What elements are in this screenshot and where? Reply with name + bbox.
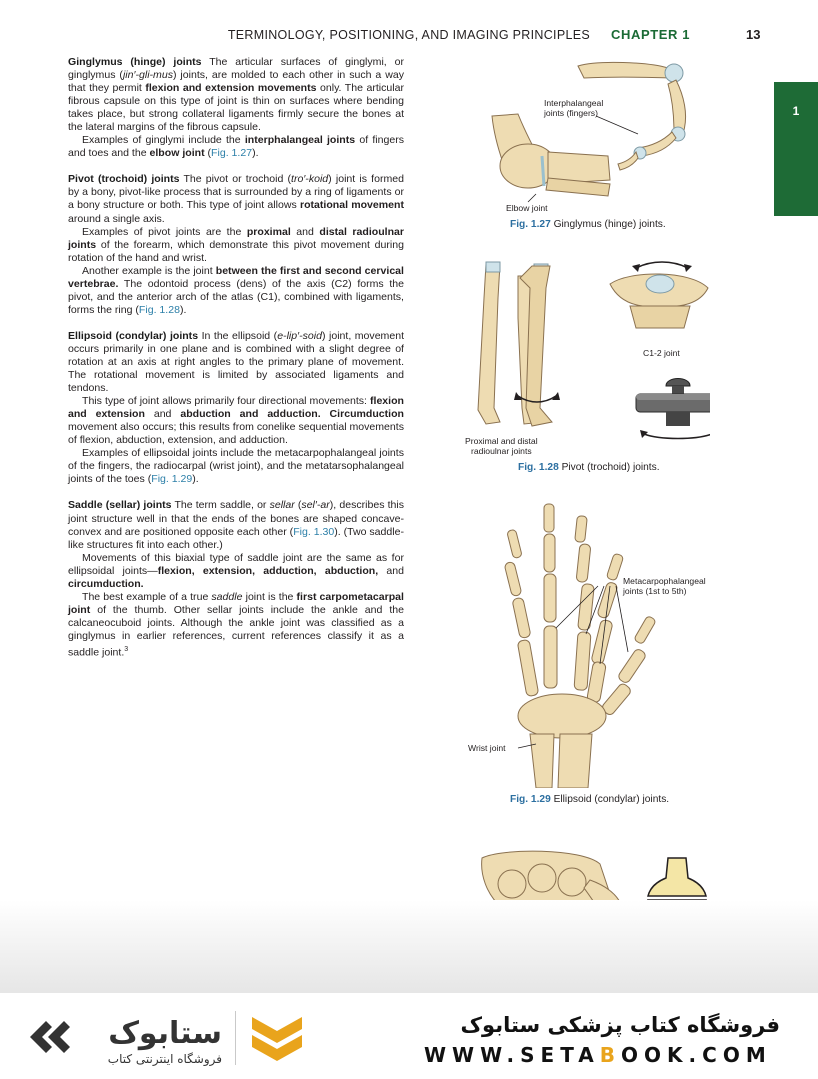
saddle-heading: Saddle (sellar) joints xyxy=(68,499,172,512)
text-run: The articular surfaces of ginglymi, or ginglymus ( xyxy=(68,56,404,82)
text-column xyxy=(68,56,404,660)
text-run: The best example of a true xyxy=(82,590,212,603)
ginglymus-paragraph-1 xyxy=(68,56,404,134)
text-run: This type of joint allows primarily four directional movements: xyxy=(82,395,370,408)
bold-term: elbow joint xyxy=(149,147,205,160)
footer-fade xyxy=(0,900,818,1000)
label-radioulnar-joints: Proximal and distal radioulnar joints xyxy=(465,436,538,457)
text-run: ) joints, are molded to each other in such a way that they permit xyxy=(68,69,404,95)
text-run: ). (Two saddle-like structures fit into each other.) xyxy=(68,525,404,551)
bold-term: first carpometacarpal joint xyxy=(68,590,404,616)
ellipsoid-paragraph-2 xyxy=(68,395,404,447)
hinge-joints-illustration xyxy=(488,56,698,212)
pivot-heading: Pivot (trochoid) joints xyxy=(68,173,180,186)
text-run: ). xyxy=(252,147,259,160)
fig-1-27-number: Fig. 1.27 xyxy=(510,219,551,230)
bold-term: between the first and second cervical vertebrae. xyxy=(68,264,404,290)
text-run: around a single axis. xyxy=(68,212,165,225)
figure-link[interactable]: Fig. 1.27 xyxy=(211,147,253,160)
saddle-paragraph-1 xyxy=(68,499,404,551)
text-run: of fingers and toes and the xyxy=(68,134,404,160)
caption-fig-1-28 xyxy=(518,462,660,473)
setabook-logo xyxy=(22,1007,232,1069)
text-run: joint is the xyxy=(242,590,297,603)
reference-superscript: 3 xyxy=(124,645,129,653)
text-run: ( xyxy=(294,499,302,512)
chapter-tab xyxy=(774,82,818,216)
fig-1-29-number: Fig. 1.29 xyxy=(510,794,551,805)
bold-term: rotational movement xyxy=(299,199,404,212)
running-title: TERMINOLOGY, POSITIONING, AND IMAGING PRINCIPLES xyxy=(227,28,590,42)
italic-term: saddle xyxy=(211,590,243,603)
ellipsoid-heading: Ellipsoid (condylar) joints xyxy=(68,329,199,342)
saddle-paragraph-2 xyxy=(68,552,404,591)
text-run: Examples of ellipsoidal joints include the metacarpophalangeal joints of the fingers, the radiocarpal (wrist joint), and the metatarsophalangeal joints of the toes ( xyxy=(68,447,404,486)
page-header xyxy=(0,26,818,48)
fig-1-28-number: Fig. 1.28 xyxy=(518,462,559,473)
logo-subtitle: فروشگاه اینترنتی کتاب xyxy=(107,1052,222,1066)
text-run: Examples of pivot joints are the xyxy=(82,225,247,238)
text-run: of the forearm, which demonstrate this pivot movement during rotation of the hand and wrist. xyxy=(68,238,404,264)
url-accent: B xyxy=(599,1043,622,1067)
store-footer xyxy=(0,993,818,1079)
store-url[interactable] xyxy=(424,1043,772,1067)
figure-link[interactable]: Fig. 1.30 xyxy=(293,525,335,538)
caption-fig-1-29 xyxy=(510,794,669,805)
italic-term: sellar xyxy=(269,499,295,512)
bold-term: flexion and extension movements xyxy=(145,82,317,95)
text-run: ) joint, movement occurs primarily in one plane and is combined with a slight degree of rotation at an axis at right angles to the primary plane of movement. The rotational movement is limited by associated ligaments and tendons. xyxy=(68,329,405,395)
ginglymus-paragraph-2 xyxy=(68,134,404,160)
url-part-2: OOK.COM xyxy=(621,1043,772,1067)
text-run: ) joint is formed by a bony, pivot-like process that is surrounded by a ring of ligaments or a bony structure or both. This type of joint allows xyxy=(68,173,404,212)
store-name: فروشگاه کتاب پزشکی ستابوک xyxy=(460,1013,780,1037)
pivot-paragraph-3 xyxy=(68,265,404,317)
text-run: ), describes this joint structure well in that the ends of the bones are shaped concave-convex and are positioned opposite each other ( xyxy=(68,499,405,538)
label-metacarpophalangeal: Metacarpophalangeal joints (1st to 5th) xyxy=(623,576,706,597)
bold-term: circumduction. xyxy=(68,577,144,590)
caption-fig-1-27 xyxy=(510,219,666,230)
logo-wordmark: ستابوک xyxy=(108,1016,222,1051)
bold-term: flexion, extension, adduction, abduction, xyxy=(157,564,379,577)
text-run: of the thumb. Other sellar joints include the ankle and the calcaneocuboid joints. Although the ankle joint was classified as a ginglymus in earlier references, current references classify it as a saddle joint. xyxy=(68,603,404,659)
text-run: The term saddle, or xyxy=(171,499,270,512)
chapter-tab-number: 1 xyxy=(792,104,800,118)
bold-term: distal radioulnar joints xyxy=(68,225,404,251)
label-interphalangeal: Interphalangeal joints (fingers) xyxy=(544,98,604,119)
text-run: only. The articular fibrous capsule on this type of joint is thin on surfaces where bending takes place, but strong collateral ligaments firmly secure the bones at the lateral margins of the fibrous capsule. xyxy=(68,82,404,134)
pivot-paragraph-1 xyxy=(68,173,404,225)
url-part-1: WWW.SETA xyxy=(424,1043,600,1067)
bold-term: Circumduction xyxy=(320,408,404,421)
text-run: ( xyxy=(204,147,212,160)
chevron-mark-icon xyxy=(246,1007,308,1069)
figure-link[interactable]: Fig. 1.29 xyxy=(151,473,193,486)
text-run: ). xyxy=(179,303,187,316)
pronunciation: sel′-ar xyxy=(301,499,330,512)
text-run: ). xyxy=(192,473,199,486)
text-run: The pivot or trochoid ( xyxy=(179,173,292,186)
pivot-paragraph-2 xyxy=(68,226,404,265)
pronunciation: tro′-koid xyxy=(291,173,329,186)
text-run: In the ellipsoid ( xyxy=(198,329,278,342)
text-run: and xyxy=(144,408,181,421)
text-run: and xyxy=(378,564,405,577)
bold-term: interphalangeal joints xyxy=(244,134,356,147)
label-elbow-joint: Elbow joint xyxy=(506,203,548,213)
ellipsoid-paragraph-3 xyxy=(68,447,404,486)
text-run: and xyxy=(290,225,320,238)
text-run: The odontoid process (dens) of the axis (C2) forms the pivot, and the anterior arch of the atlas (C1), combined with ligaments, forms the ring ( xyxy=(68,277,404,316)
pronunciation: e-lip′-soid xyxy=(277,329,322,342)
page-number: 13 xyxy=(746,27,761,42)
ginglymus-heading: Ginglymus (hinge) joints xyxy=(68,56,202,68)
text-run: Examples of ginglymi include the xyxy=(82,134,245,147)
fig-1-27-caption: Ginglymus (hinge) joints. xyxy=(553,219,666,230)
bold-term: proximal xyxy=(246,225,291,238)
fig-1-28-caption: Pivot (trochoid) joints. xyxy=(561,462,660,473)
text-run: Movements of this biaxial type of saddle joint are the same as for ellipsoidal joints— xyxy=(68,551,404,577)
fig-1-29-caption: Ellipsoid (condylar) joints. xyxy=(553,794,670,805)
bold-term: flexion and extension xyxy=(68,395,404,421)
chapter-label: CHAPTER 1 xyxy=(611,27,691,42)
ellipsoid-joints-illustration xyxy=(500,502,670,788)
text-run: Another example is the joint xyxy=(82,264,216,277)
label-wrist-joint: Wrist joint xyxy=(468,743,506,753)
pronunciation: jin′-gli-mus xyxy=(122,69,173,82)
ellipsoid-paragraph-1 xyxy=(68,330,404,395)
figure-link[interactable]: Fig. 1.28 xyxy=(138,303,180,316)
bold-term: abduction and adduction. xyxy=(180,408,321,421)
footer-divider xyxy=(235,1011,236,1065)
text-run: movement also occurs; this results from conelike sequential movements of flexion, abduction, extension, and adduction. xyxy=(68,421,404,447)
saddle-paragraph-3 xyxy=(68,591,404,660)
label-c1-2-joint: C1-2 joint xyxy=(643,348,680,358)
